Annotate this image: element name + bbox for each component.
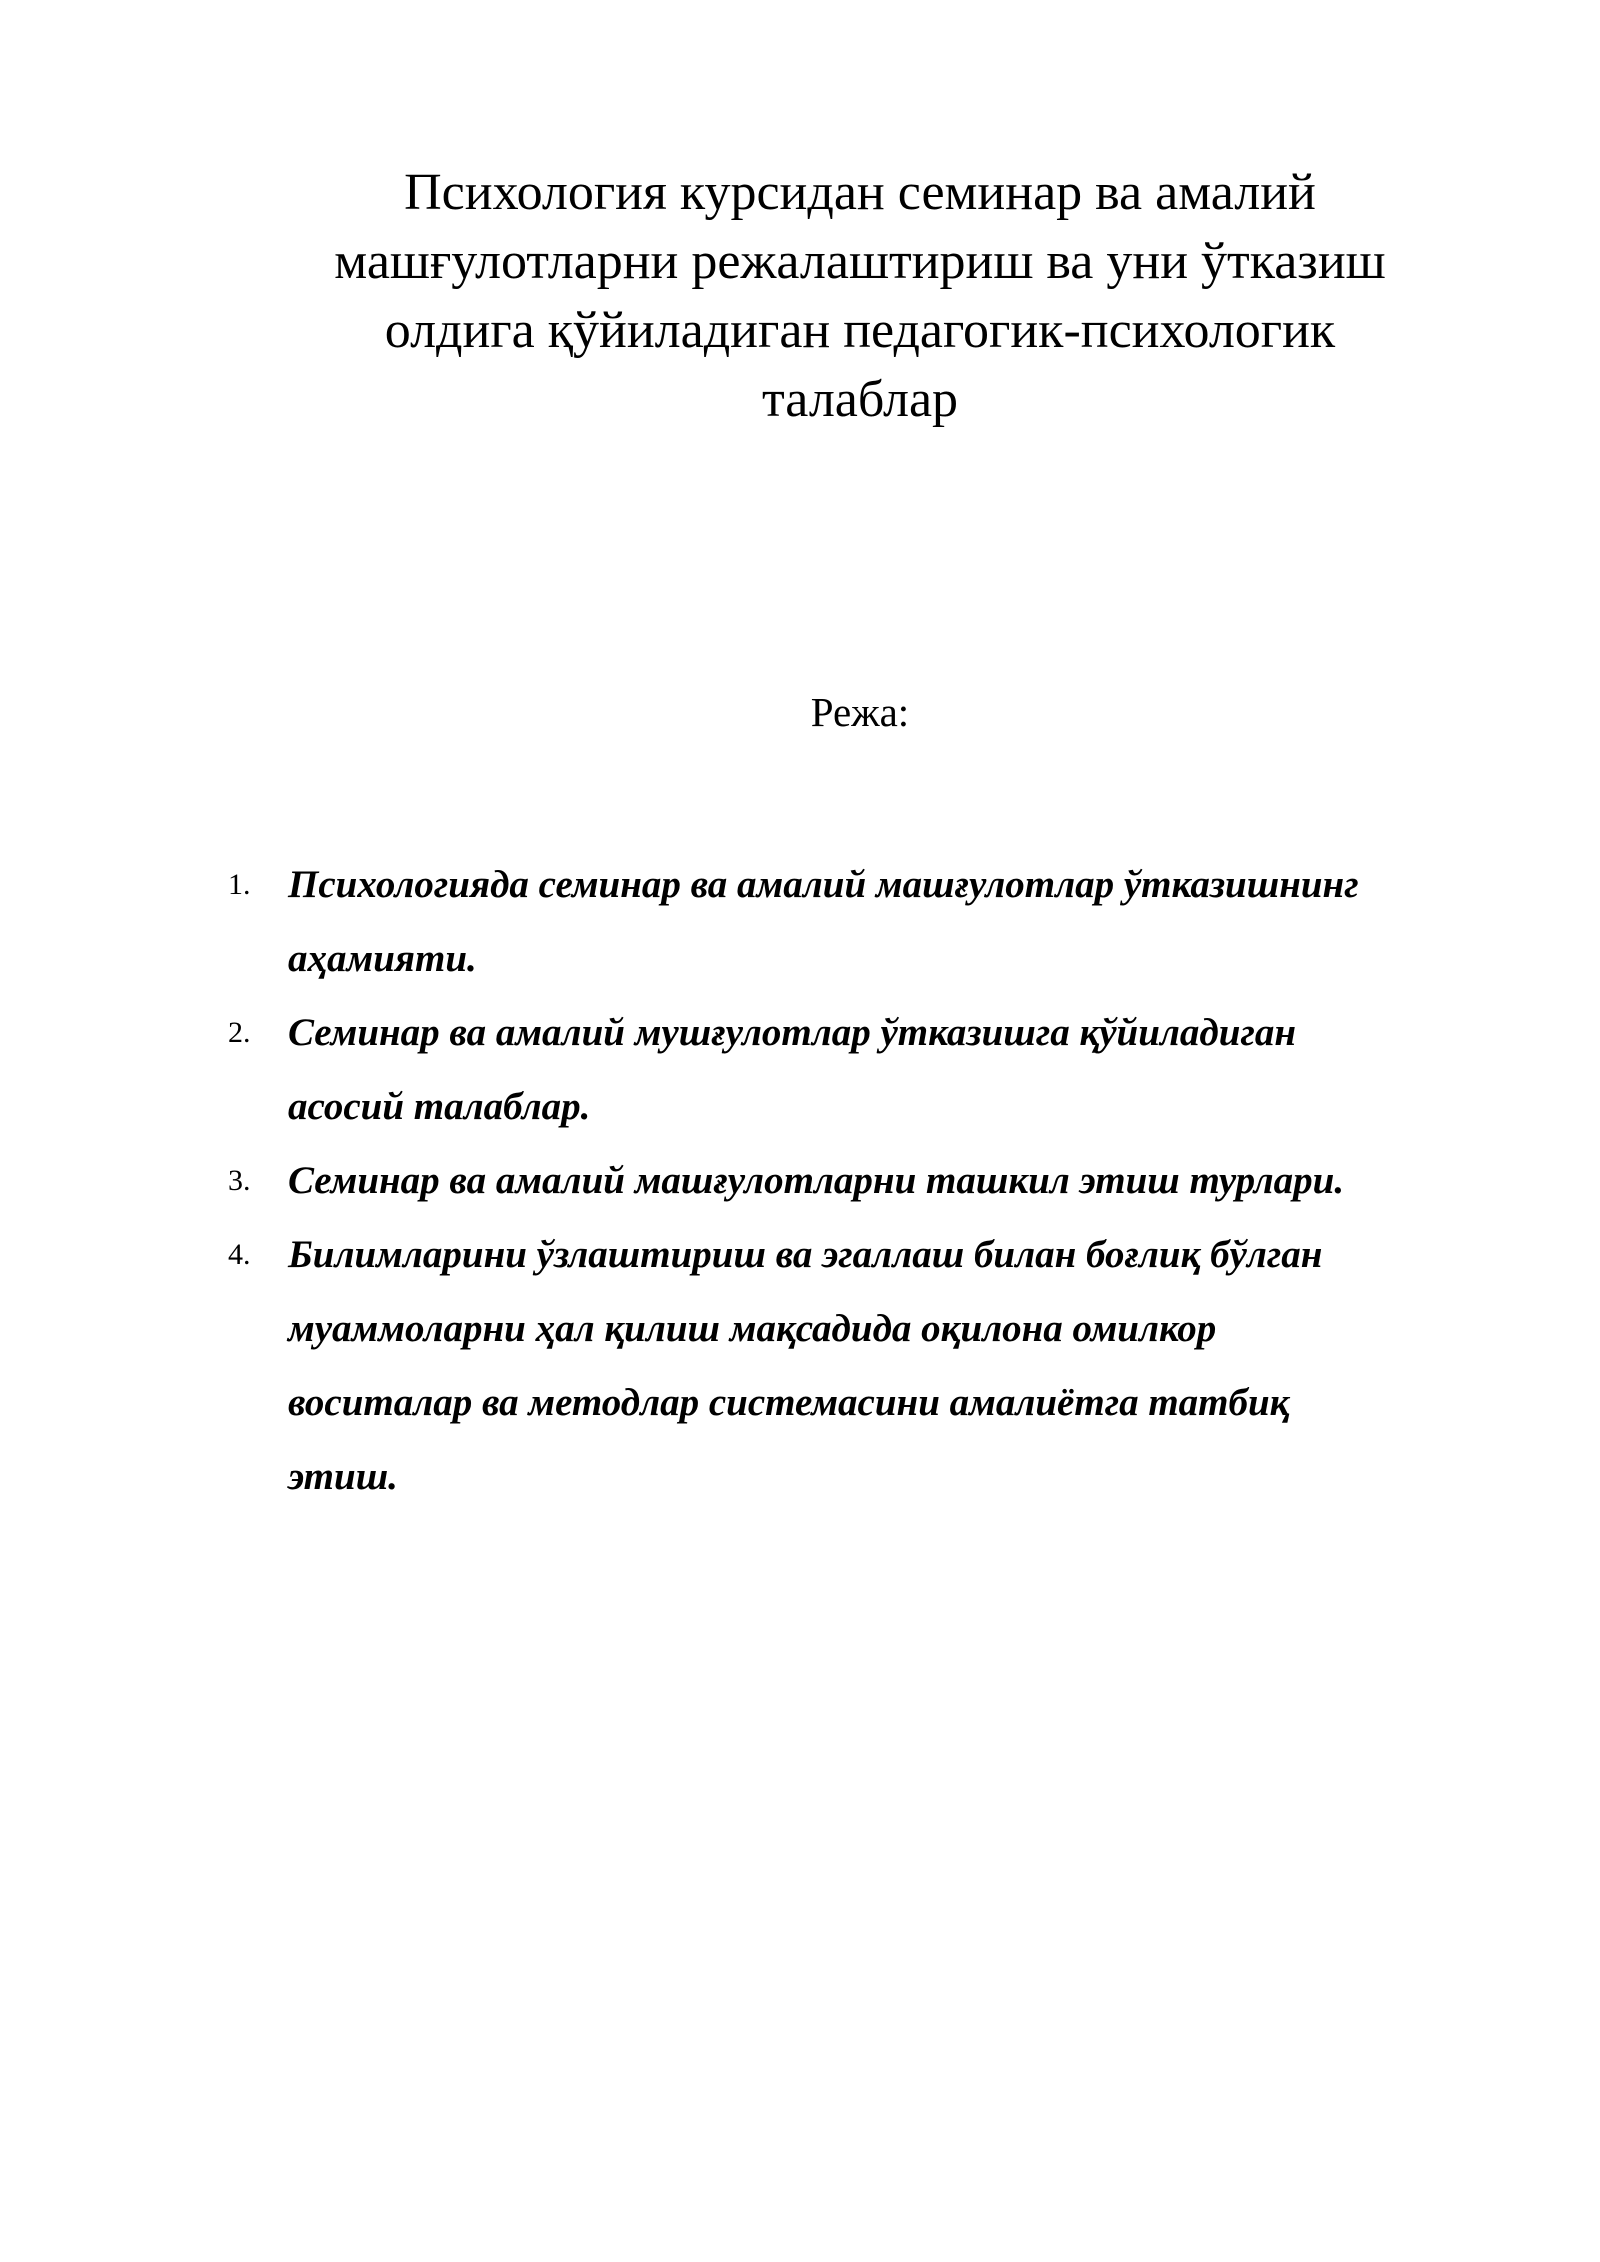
plan-item-text-line: асосий талаблар. [288, 1085, 591, 1128]
title-line: машғулотларни режалаштириш ва уни ўтказиш [334, 233, 1386, 290]
plan-item [226, 1144, 1526, 1218]
plan-item [226, 1218, 1526, 1514]
plan-item-text-line: этиш. [288, 1455, 398, 1498]
plan-list [226, 848, 1526, 1514]
plan-item-text-line: Семинар ва амалий машғулотларни ташкил этиш турлари. [288, 1159, 1345, 1202]
plan-item [226, 848, 1526, 996]
title-line: талаблар [761, 371, 959, 428]
plan-item-text-line: Билимларини ўзлаштириш ва эгаллаш билан боғлиқ бўлган [288, 1233, 1323, 1276]
plan-item [226, 996, 1526, 1144]
document-title [220, 158, 1500, 434]
plan-item-text-line: воситалар ва методлар системасини амалиётга татбиқ [288, 1381, 1290, 1424]
title-line: Психология курсидан семинар ва амалий [404, 164, 1316, 221]
plan-item-number: 2. [228, 1016, 251, 1049]
plan-item-text-line: муаммоларни ҳал қилиш мақсадида оқилона омилкор [288, 1307, 1217, 1350]
plan-heading: Режа: [810, 689, 910, 735]
plan-item-text-line: аҳамияти. [288, 937, 477, 980]
title-line: олдига қўйиладиган педагогик-психологик [384, 302, 1336, 359]
plan-item-number: 4. [228, 1238, 251, 1271]
plan-item-number: 3. [228, 1164, 251, 1197]
plan-item-number: 1. [228, 868, 251, 901]
plan-item-text-line: Психологияда семинар ва амалий машғулотлар ўтказишнинг [288, 863, 1359, 906]
plan-item-text-line: Семинар ва амалий мушғулотлар ўтказишга қўйиладиган [288, 1011, 1297, 1054]
